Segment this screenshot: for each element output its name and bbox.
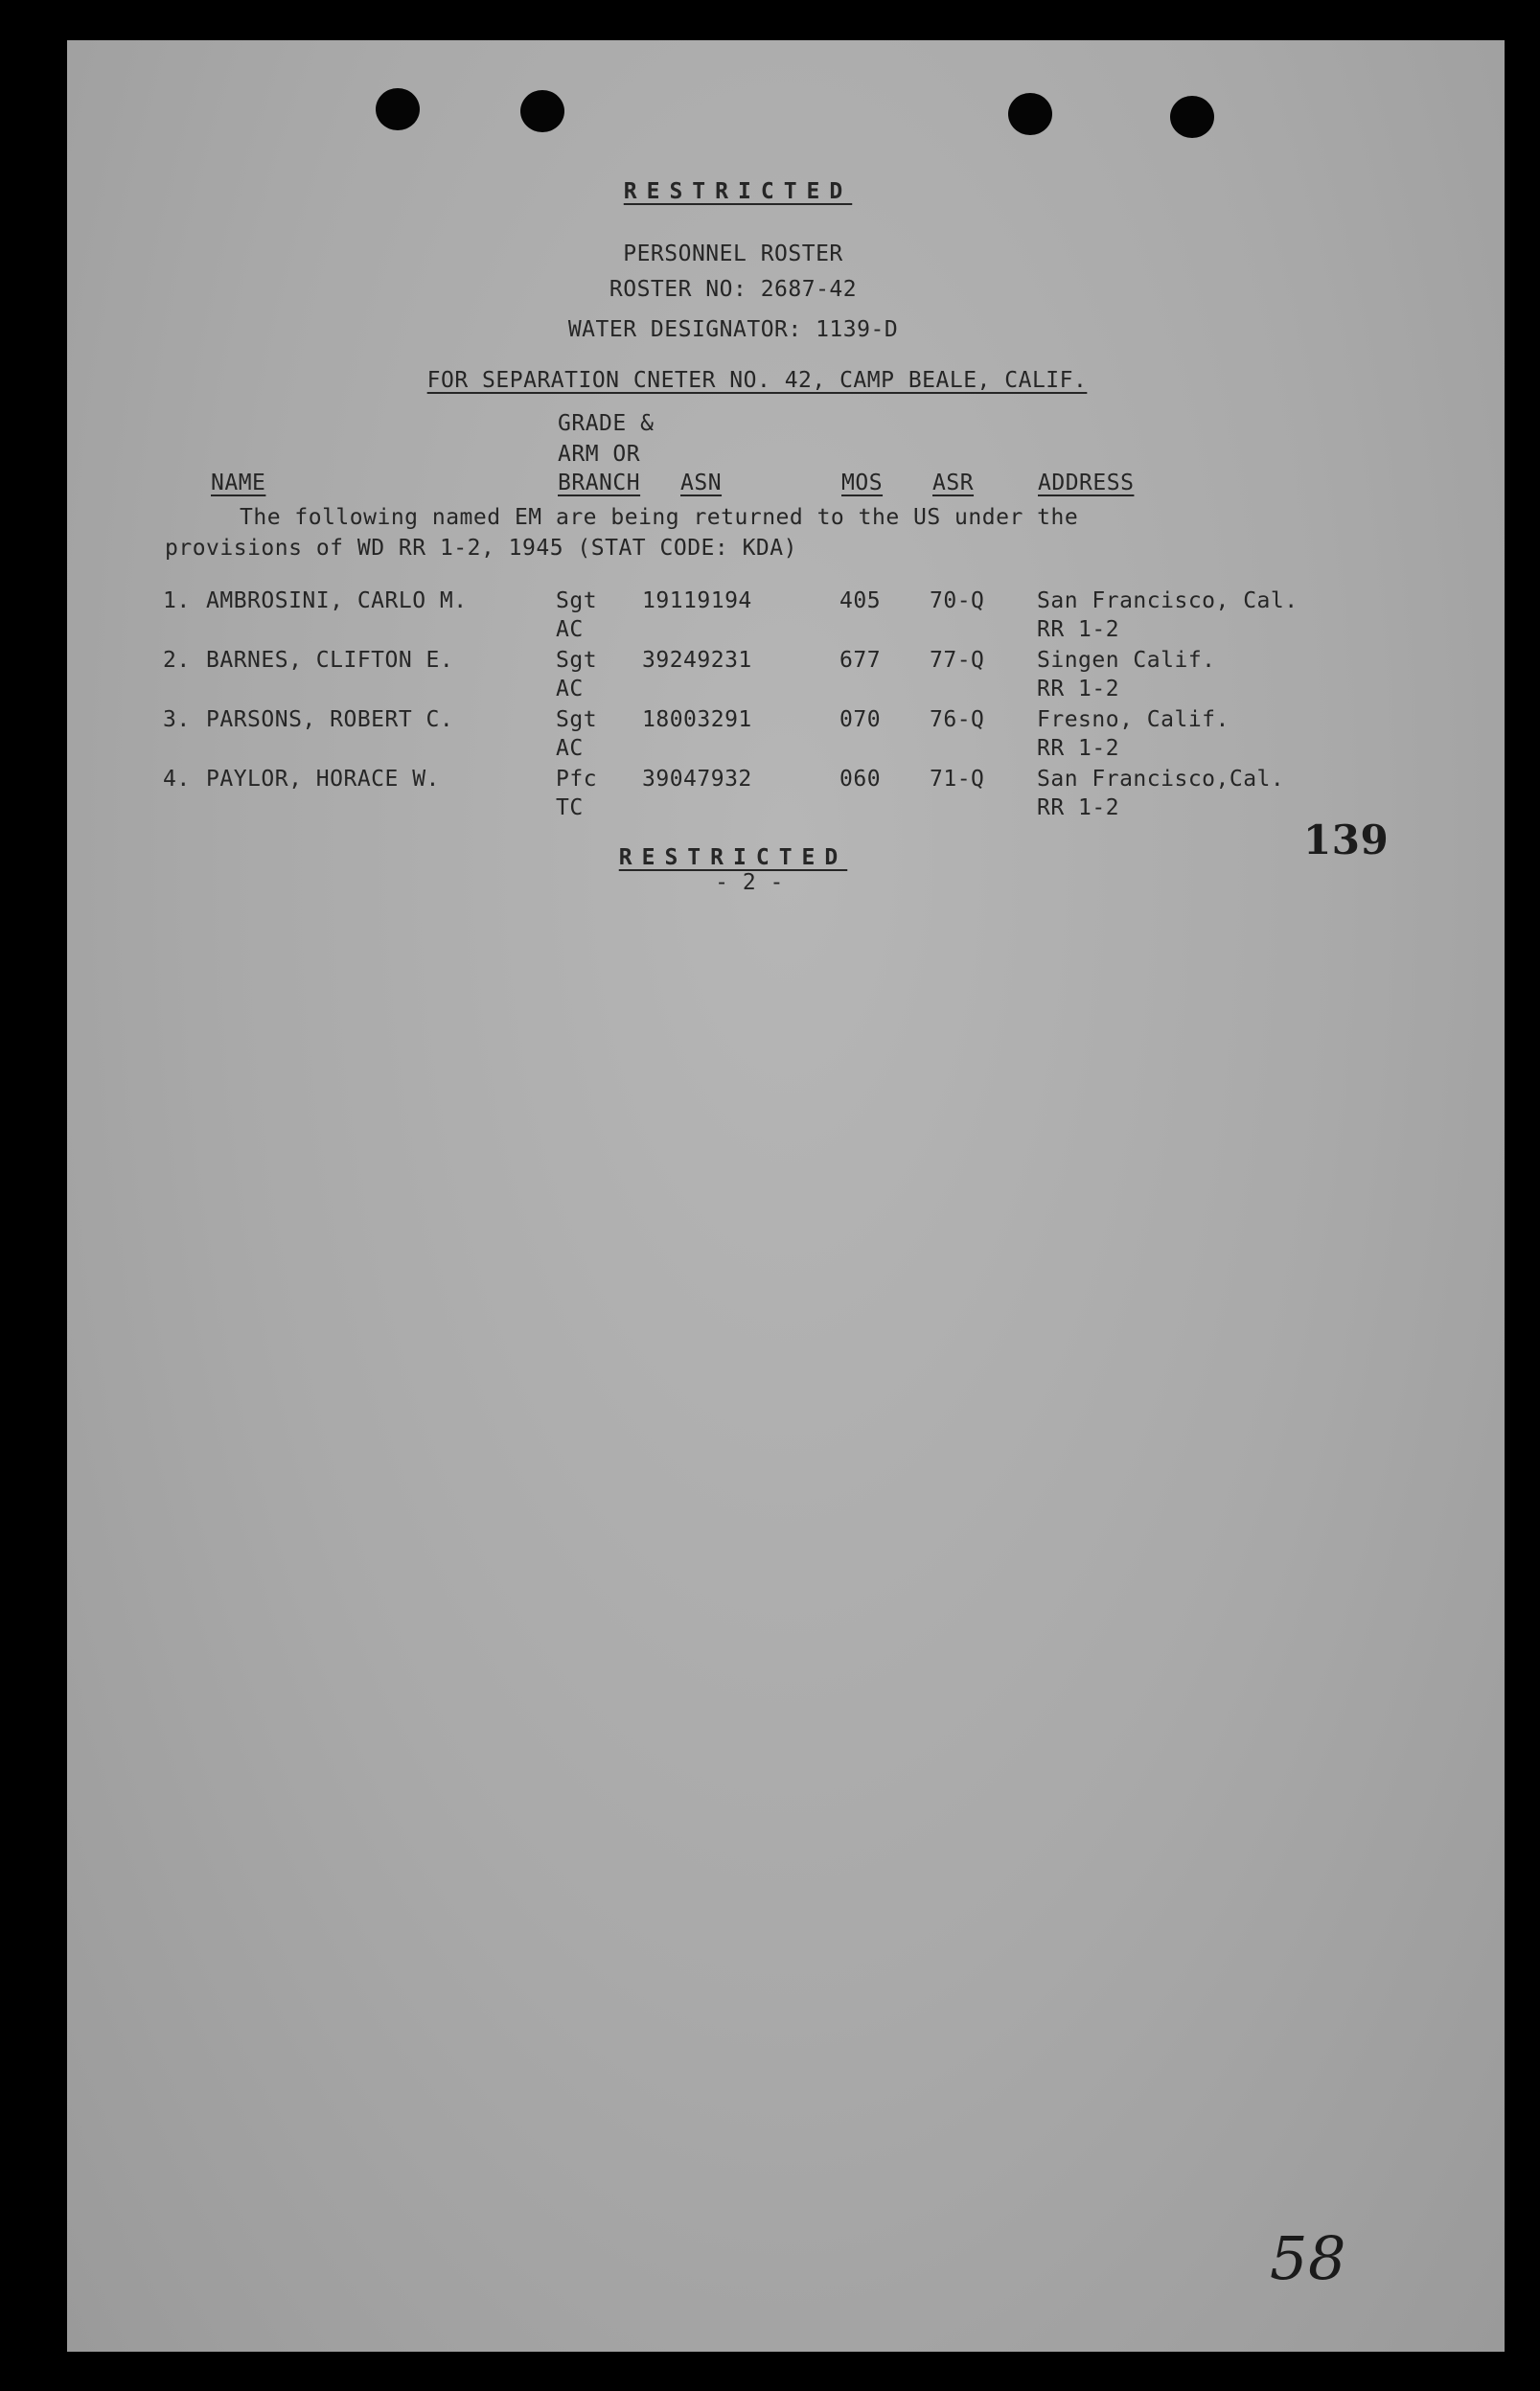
- row-asr: 71-Q: [930, 767, 985, 792]
- water-designator: WATER DESIGNATOR: 1139-D: [567, 317, 899, 342]
- row-address-ref: RR 1-2: [1037, 736, 1120, 761]
- intro-line-2: provisions of WD RR 1-2, 1945 (STAT CODE: KDA): [165, 536, 797, 561]
- column-header-branch: BRANCH: [558, 471, 641, 495]
- column-header-asr: ASR: [932, 471, 975, 495]
- stamped-page-number: 139: [1303, 816, 1390, 863]
- row-grade: Sgt: [556, 707, 598, 732]
- row-mos: 405: [839, 588, 882, 613]
- column-header-arm: ARM OR: [558, 442, 641, 467]
- column-header-grade: GRADE &: [558, 411, 655, 436]
- punch-hole: [376, 88, 420, 130]
- row-asr: 76-Q: [930, 707, 985, 732]
- handwritten-number: 58: [1270, 2223, 1346, 2293]
- row-asn: 39047932: [642, 767, 752, 792]
- row-address: San Francisco, Cal.: [1037, 588, 1299, 613]
- row-name: AMBROSINI, CARLO M.: [206, 588, 468, 613]
- row-asn: 19119194: [642, 588, 752, 613]
- punch-hole: [1170, 96, 1214, 138]
- row-asr: 77-Q: [930, 648, 985, 673]
- row-address-ref: RR 1-2: [1037, 795, 1120, 820]
- row-mos: 060: [839, 767, 882, 792]
- row-branch: AC: [556, 677, 584, 701]
- row-address: San Francisco,Cal.: [1037, 767, 1285, 792]
- page-mark: - 2 -: [715, 870, 784, 895]
- column-header-mos: MOS: [841, 471, 884, 495]
- row-number: 3.: [163, 707, 191, 732]
- row-mos: 070: [839, 707, 882, 732]
- row-address-ref: RR 1-2: [1037, 617, 1120, 642]
- row-address-ref: RR 1-2: [1037, 677, 1120, 701]
- row-asr: 70-Q: [930, 588, 985, 613]
- roster-page: [67, 40, 1505, 2352]
- row-name: BARNES, CLIFTON E.: [206, 648, 454, 673]
- row-address: Singen Calif.: [1037, 648, 1216, 673]
- row-grade: Sgt: [556, 588, 598, 613]
- row-address: Fresno, Calif.: [1037, 707, 1230, 732]
- row-number: 2.: [163, 648, 191, 673]
- row-branch: TC: [556, 795, 584, 820]
- intro-line-1: The following named EM are being returned to the US under the: [240, 505, 1079, 530]
- row-name: PARSONS, ROBERT C.: [206, 707, 454, 732]
- row-number: 4.: [163, 767, 191, 792]
- roster-number: ROSTER NO: 2687-42: [609, 277, 858, 302]
- row-number: 1.: [163, 588, 191, 613]
- row-asn: 39249231: [642, 648, 752, 673]
- row-grade: Pfc: [556, 767, 598, 792]
- punch-hole: [1008, 93, 1052, 135]
- row-mos: 677: [839, 648, 882, 673]
- column-header-address: ADDRESS: [1038, 471, 1135, 495]
- row-branch: AC: [556, 617, 584, 642]
- column-header-name: NAME: [211, 471, 266, 495]
- classification-footer: RESTRICTED: [618, 845, 848, 870]
- row-grade: Sgt: [556, 648, 598, 673]
- roster-title: PERSONNEL ROSTER: [623, 241, 843, 266]
- destination-line: FOR SEPARATION CNETER NO. 42, CAMP BEALE, CALIF.: [426, 368, 1088, 393]
- row-name: PAYLOR, HORACE W.: [206, 767, 440, 792]
- row-asn: 18003291: [642, 707, 752, 732]
- punch-hole: [520, 90, 564, 132]
- classification-header: RESTRICTED: [623, 179, 853, 204]
- row-branch: AC: [556, 736, 584, 761]
- column-header-asn: ASN: [680, 471, 723, 495]
